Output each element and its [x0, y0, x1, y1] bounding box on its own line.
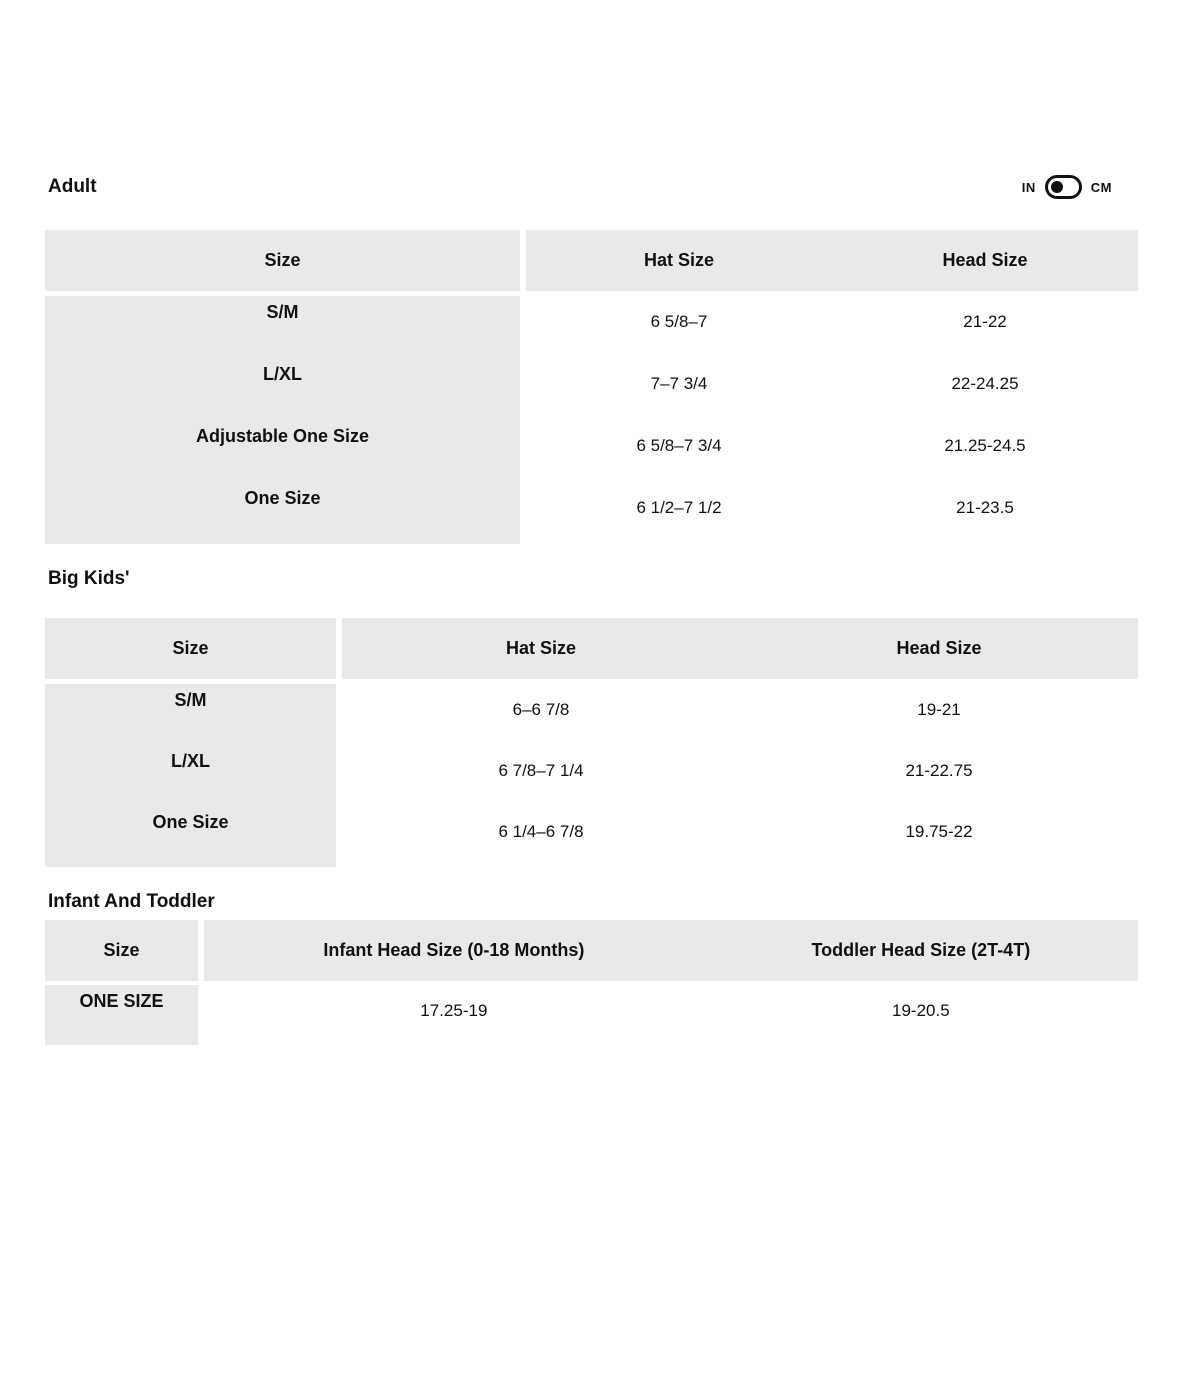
unit-toggle[interactable]: [1022, 175, 1112, 199]
toggle-knob-icon: [1051, 181, 1063, 193]
size-label: S/M: [266, 302, 299, 322]
size-label: Adjustable One Size: [195, 426, 370, 446]
infant-toddler-section-heading: Infant And Toddler: [48, 891, 215, 912]
adult-header-right: [526, 230, 1138, 291]
big-kids-section-heading: Big Kids': [48, 568, 130, 589]
big-kids-size-labels: [45, 684, 336, 867]
infant-toddler-table-body: [45, 985, 1138, 1045]
hat-size-value: 6 7/8–7 1/4: [498, 761, 584, 780]
size-label: S/M: [174, 690, 207, 710]
infant-header-right: [204, 920, 1138, 981]
unit-cm-label[interactable]: CM: [1090, 179, 1112, 195]
table-row: [526, 358, 1138, 420]
table-row: [526, 296, 1138, 358]
adult-section-heading: Adult: [48, 176, 97, 197]
big-kids-size-table: [45, 618, 1138, 867]
big-kids-table-body: [45, 684, 1138, 867]
infant-col-toddler-head-size: Toddler Head Size (2T-4T): [704, 920, 1138, 981]
adult-section-header-row: [45, 175, 1138, 199]
toddler-head-size-value: 19-20.5: [892, 1001, 950, 1020]
infant-toddler-table-header: [45, 920, 1138, 981]
big-kids-table-header: [45, 618, 1138, 679]
infant-head-size-value: 17.25-19: [420, 1001, 488, 1020]
table-row: [342, 745, 1138, 806]
hat-size-value: 7–7 3/4: [650, 374, 708, 393]
big-kids-col-size: Size: [45, 618, 336, 679]
hat-size-value: 6 1/4–6 7/8: [498, 822, 584, 841]
head-size-value: 19-21: [917, 700, 961, 719]
big-kids-values: [342, 684, 1138, 867]
table-row: [342, 684, 1138, 745]
adult-col-hat-size: Hat Size: [526, 230, 832, 291]
adult-col-head-size: Head Size: [832, 230, 1138, 291]
size-chart-page: [45, 175, 1138, 1045]
hat-size-value: 6 5/8–7: [650, 312, 708, 331]
adult-values: [526, 296, 1138, 544]
hat-size-value: 6–6 7/8: [512, 700, 570, 719]
adult-size-table: [45, 230, 1138, 544]
unit-toggle-switch[interactable]: [1045, 175, 1082, 199]
hat-size-value: 6 1/2–7 1/2: [636, 498, 722, 517]
big-kids-col-head-size: Head Size: [740, 618, 1138, 679]
size-label: One Size: [152, 812, 229, 832]
adult-size-labels: [45, 296, 520, 544]
head-size-value: 21.25-24.5: [944, 436, 1026, 455]
big-kids-col-hat-size: Hat Size: [342, 618, 740, 679]
hat-size-value: 6 5/8–7 3/4: [636, 436, 722, 455]
head-size-value: 21-22.75: [905, 761, 973, 780]
infant-toddler-size-table: [45, 920, 1138, 1045]
head-size-value: 19.75-22: [905, 822, 973, 841]
table-row: [526, 420, 1138, 482]
infant-size-labels: [45, 985, 198, 1045]
head-size-value: 22-24.25: [951, 374, 1019, 393]
infant-col-infant-head-size: Infant Head Size (0-18 Months): [204, 920, 704, 981]
head-size-value: 21-22: [963, 312, 1007, 331]
size-label: L/XL: [263, 364, 302, 384]
head-size-value: 21-23.5: [956, 498, 1014, 517]
big-kids-header-right: [342, 618, 1138, 679]
size-label: ONE SIZE: [79, 991, 164, 1011]
adult-col-size: Size: [45, 230, 520, 291]
infant-values: [204, 985, 1138, 1045]
size-label: One Size: [244, 488, 321, 508]
table-row: [204, 985, 1138, 1045]
size-label: L/XL: [171, 751, 210, 771]
table-row: [342, 806, 1138, 867]
unit-in-label[interactable]: IN: [1021, 179, 1036, 195]
infant-col-size: Size: [45, 920, 198, 981]
adult-table-header: [45, 230, 1138, 291]
adult-table-body: [45, 296, 1138, 544]
table-row: [526, 482, 1138, 544]
